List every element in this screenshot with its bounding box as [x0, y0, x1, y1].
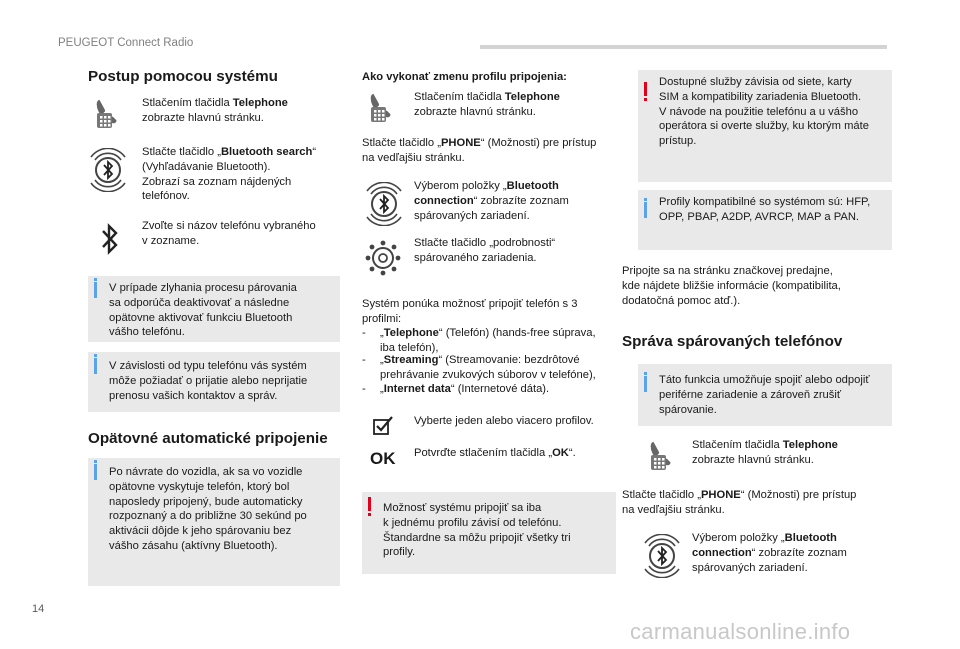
- phone-options-text: Stlačte tlačidlo „PHONE“ (Možnosti) pre prístup na vedľajšiu stránku.: [362, 137, 597, 164]
- info-box-contacts-transfer: V závislosti od typu telefónu vás systém môže požiadať o prijatie alebo neprijatie prenosu vašich kontaktov a správ.: [88, 352, 340, 412]
- phone-options-text: Stlačte tlačidlo „PHONE“ (Možnosti) pre prístup na vedľajšiu stránku.: [622, 489, 857, 516]
- profile-item-telephone: - „Telephone“ (Telefón) (hands-free súprava, iba telefón),: [362, 327, 596, 354]
- step-bluetooth-connection-text: Výberom položky „Bluetooth connection“ zobrazíte zoznam spárovaných zariadení.: [414, 180, 569, 222]
- telephone-icon: [94, 98, 122, 130]
- telephone-icon: [368, 92, 396, 124]
- info-box-auto-reconnect: Po návrate do vozidla, ak sa vo vozidle opätovne vyskytuje telefón, ktorý bol naposledy pripojený, bude automaticky rozpoznaný a do približne 30 sekúnd po aktivácii dôjde k jeho spárovaniu bez vášho zásahu (aktívny Bluetooth).: [88, 458, 340, 586]
- info-icon: [94, 464, 97, 480]
- step-bluetooth-search-text: Stlačte tlačidlo „Bluetooth search“ (Vyhľadávanie Bluetooth). Zobrazí sa zoznam nájdených telefónov.: [142, 146, 317, 203]
- info-box-connect-disconnect: Táto funkcia umožňuje spojiť alebo odpojiť periférne zariadenie a zároveň zrušiť spárovanie.: [638, 364, 892, 426]
- section-heading-pairing: Postup pomocou systému: [88, 68, 278, 85]
- warning-icon: [644, 82, 647, 96]
- page-number: 14: [32, 603, 45, 615]
- bluetooth-connection-icon: [362, 182, 406, 226]
- profile-change-heading: Ako vykonať zmenu profilu pripojenia:: [362, 71, 567, 83]
- profiles-intro-text: Systém ponúka možnosť pripojiť telefón s 3 profilmi:: [362, 298, 578, 325]
- bluetooth-search-icon: [86, 148, 130, 192]
- ok-icon: OK: [370, 449, 396, 468]
- step-telephone-text: Stlačením tlačidla Telephone zobrazte hlavnú stránku.: [414, 91, 560, 118]
- section-heading-reconnect: Opätovné automatické pripojenie: [88, 430, 328, 447]
- info-box-compatible-profiles: Profily kompatibilné so systémom sú: HFP, OPP, PBAP, A2DP, AVRCP, MAP a PAN.: [638, 190, 892, 250]
- bluetooth-icon: [100, 222, 120, 256]
- step-details-text: Stlačte tlačidlo „podrobnosti“ spárovaného zariadenia.: [414, 237, 556, 264]
- warning-icon: [368, 497, 371, 511]
- confirm-ok-text: Potvrďte stlačením tlačidla „OK“.: [414, 447, 576, 459]
- step-select-phone-text: Zvoľte si názov telefónu vybraného v zozname.: [142, 220, 316, 247]
- warning-box-services: Dostupné služby závisia od siete, karty SIM a kompatibility zariadenia Bluetooth. V návode na použitie telefónu a u vášho operátora si overte služby, ku ktorým máte prístup.: [638, 70, 892, 182]
- profile-item-internet-data: - „Internet data“ (Internetové dáta).: [362, 383, 550, 395]
- info-icon: [94, 282, 97, 298]
- warning-box-profiles: Možnosť systému pripojiť sa iba k jednému profilu závisí od telefónu. Štandardne sa môžu pripojiť všetky tri profily.: [362, 492, 616, 574]
- telephone-icon: [648, 440, 676, 472]
- info-icon: [94, 358, 97, 374]
- step-telephone-text: Stlačením tlačidla Telephone zobrazte hlavnú stránku.: [142, 97, 288, 124]
- header-rule: [480, 45, 887, 49]
- select-profiles-text: Vyberte jeden alebo viacero profilov.: [414, 415, 594, 427]
- dealer-site-text: Pripojte sa na stránku značkovej predajne, kde nájdete bližšie informácie (kompatibilita, dodatočná pomoc atď.).: [622, 265, 841, 307]
- watermark: carmanualsonline.info: [630, 619, 851, 644]
- info-icon: [644, 202, 647, 218]
- step-telephone-text: Stlačením tlačidla Telephone zobrazte hlavnú stránku.: [692, 439, 838, 466]
- running-header: PEUGEOT Connect Radio: [58, 37, 194, 49]
- info-icon: [644, 376, 647, 392]
- section-heading-manage-paired: Správa spárovaných telefónov: [622, 333, 843, 350]
- bluetooth-connection-icon: [640, 534, 684, 578]
- checkbox-icon: [372, 414, 396, 436]
- profile-item-streaming: - „Streaming“ (Streamovanie: bezdrôtové prehrávanie zvukových súborov v telefóne),: [362, 354, 596, 381]
- step-bluetooth-connection-text: Výberom položky „Bluetooth connection“ zobrazíte zoznam spárovaných zariadení.: [692, 532, 847, 574]
- details-gear-icon: [362, 237, 404, 279]
- info-box-pairing-failure: V prípade zlyhania procesu párovania sa odporúča deaktivovať a následne opätovne aktivovať funkciu Bluetooth vášho telefónu.: [88, 276, 340, 342]
